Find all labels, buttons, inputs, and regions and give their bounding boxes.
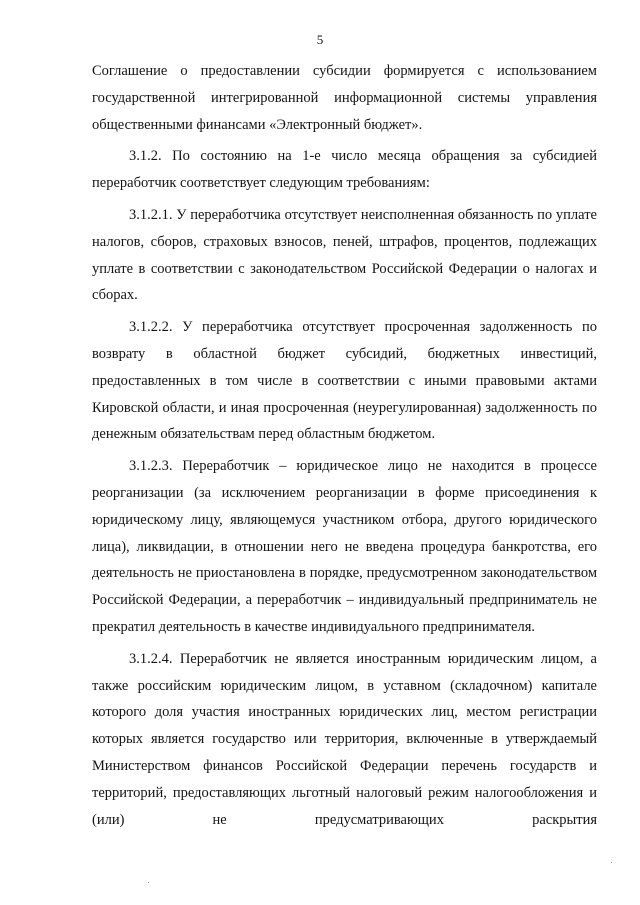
scan-speck	[611, 862, 612, 863]
paragraph-3-1-2-3: 3.1.2.3. Переработчик – юридическое лицо не находится в процессе реорганизации (за исключением реорганизации в форме присоединения к юридическому лицу, являющемуся участником отбора, другого юридического лица), ликвидации, в отношении него не введена процедура банкротства, его деятельность не приостановлена в порядке, предусмотренном законодательством Российской Федерации, а переработчик – индивидуальный предприниматель не прекратил деятельность в качестве индивидуального предпринимателя.	[92, 458, 597, 635]
paragraph-3-1-2-1: 3.1.2.1. У переработчика отсутствует неисполненная обязанность по уплате налогов, сборов, страховых взносов, пеней, штрафов, процентов, подлежащих уплате в соответствии с законодательством Российской Федерации о налогах и сборах.	[92, 206, 597, 304]
paragraph-agreement-system: Соглашение о предоставлении субсидии формируется с использованием государственной интегрированной информационной системы управления общественными финансами «Электронный бюджет».	[92, 63, 597, 133]
paragraph-3-1-2: 3.1.2. По состоянию на 1-е число месяца обращения за субсидией переработчик соответствует следующим требованиям:	[92, 148, 597, 192]
document-body	[92, 58, 597, 833]
scan-speck	[148, 882, 149, 883]
paragraph-3-1-2-4: 3.1.2.4. Переработчик не является иностранным юридическим лицом, а также российским юридическим лицом, в уставном (складочном) капитале которого доля участия иностранных юридических лиц, местом регистрации которых является государство или территория, включенные в утверждаемый Министерством финансов Российской Федерации перечень государств и территорий, предоставляющих льготный налоговый режим налогообложения и (или) не предусматривающих раскрытия	[92, 650, 597, 828]
paragraph-3-1-2-2: 3.1.2.2. У переработчика отсутствует просроченная задолженность по возврату в областной бюджет субсидий, бюджетных инвестиций, предоставленных в том числе в соответствии с иными правовыми актами Кировской области, и иная просроченная (неурегулированная) задолженность по денежным обязательствам перед областным бюджетом.	[92, 319, 597, 443]
page-number: 5	[316, 32, 324, 47]
